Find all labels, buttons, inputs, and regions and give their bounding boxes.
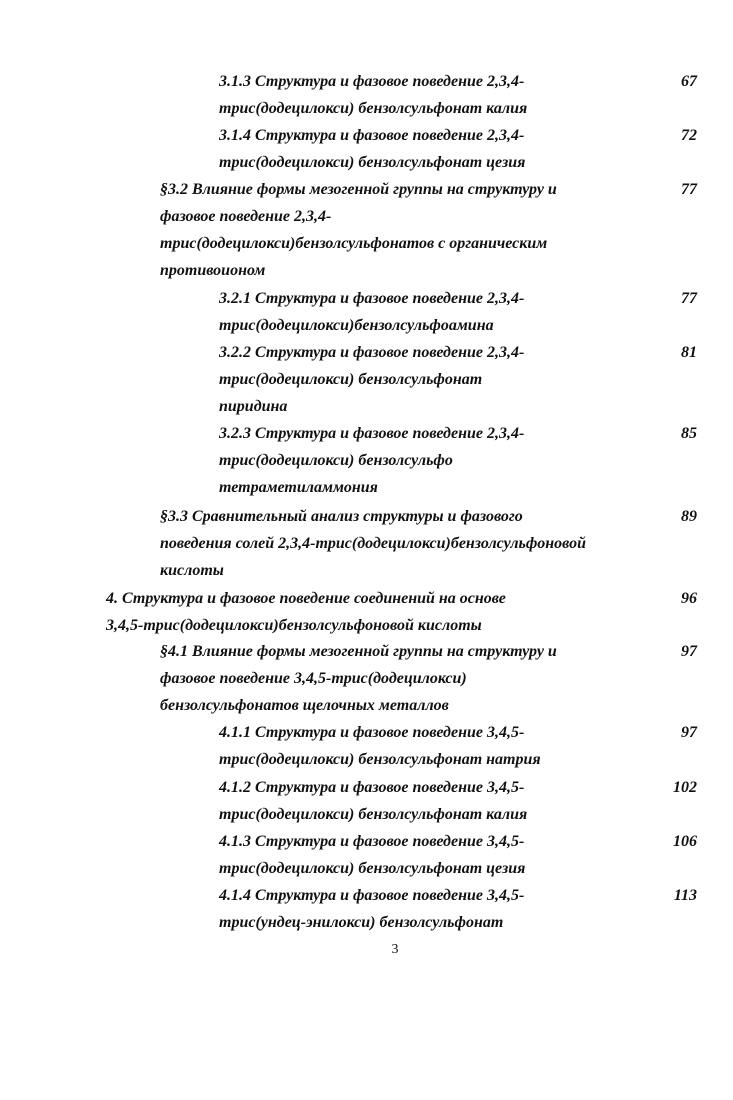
toc-entry-title: §4.1 Влияние формы мезогенной группы на структуру и фазовое поведение 3,4,5-трис(додецилокси) бензолсульфонатов щелочных металлов <box>160 643 557 714</box>
toc-entry-page: 97 <box>681 724 697 741</box>
toc-entry-title: 3.2.2 Структура и фазовое поведение 2,3,4- трис(додецилокси) бензолсульфонат пиридина <box>219 344 525 415</box>
toc-entry-title: 3.2.3 Структура и фазовое поведение 2,3,4- трис(додецилокси) бензолсульфо тетраметиламмония <box>219 425 525 496</box>
toc-entry-title: 3.1.3 Структура и фазовое поведение 2,3,4- трис(додецилокси) бензолсульфонат калия <box>219 73 528 117</box>
toc-entry-page: 77 <box>681 290 697 307</box>
toc-entry-page: 113 <box>673 887 697 904</box>
toc-entry-title: §3.2 Влияние формы мезогенной группы на структуру и фазовое поведение 2,3,4- трис(додецилокси)бензолсульфонатов с органическим противоионом <box>160 181 557 279</box>
toc-entry-page: 77 <box>681 181 697 198</box>
page-number: 3 <box>391 942 399 957</box>
toc-entry-title: 4.1.4 Структура и фазовое поведение 3,4,5- трис(ундец-энилокси) бензолсульфонат <box>219 887 525 931</box>
toc-entry-title: §3.3 Сравнительный анализ структуры и фазового поведения солей 2,3,4-трис(додецилокси)бензолсульфоновой кислоты <box>160 508 587 579</box>
toc-entry-title: 4.1.1 Структура и фазовое поведение 3,4,5- трис(додецилокси) бензолсульфонат натрия <box>219 724 541 768</box>
toc-entry-page: 89 <box>681 508 697 525</box>
toc-entry-page: 106 <box>673 833 697 850</box>
toc-entry-page: 96 <box>681 590 697 607</box>
toc-entry-title: 4.1.2 Структура и фазовое поведение 3,4,5- трис(додецилокси) бензолсульфонат калия <box>219 779 528 823</box>
toc-entry-page: 97 <box>681 643 697 660</box>
toc-entry-title: 4.1.3 Структура и фазовое поведение 3,4,5- трис(додецилокси) бензолсульфонат цезия <box>219 833 526 877</box>
toc-entry-page: 72 <box>681 127 697 144</box>
toc-entry-page: 85 <box>681 425 697 442</box>
toc-entry-page: 102 <box>673 779 697 796</box>
toc-entry-title: 3.1.4 Структура и фазовое поведение 2,3,4- трис(додецилокси) бензолсульфонат цезия <box>219 127 526 171</box>
toc-entry-title: 4. Структура и фазовое поведение соединений на основе 3,4,5-трис(додецилокси)бензолсульфоновой кислоты <box>106 590 506 634</box>
toc-entry-title: 3.2.1 Структура и фазовое поведение 2,3,4- трис(додецилокси)бензолсульфоамина <box>219 290 525 334</box>
toc-entry-page: 81 <box>681 344 697 361</box>
toc-entry-page: 67 <box>681 73 697 90</box>
